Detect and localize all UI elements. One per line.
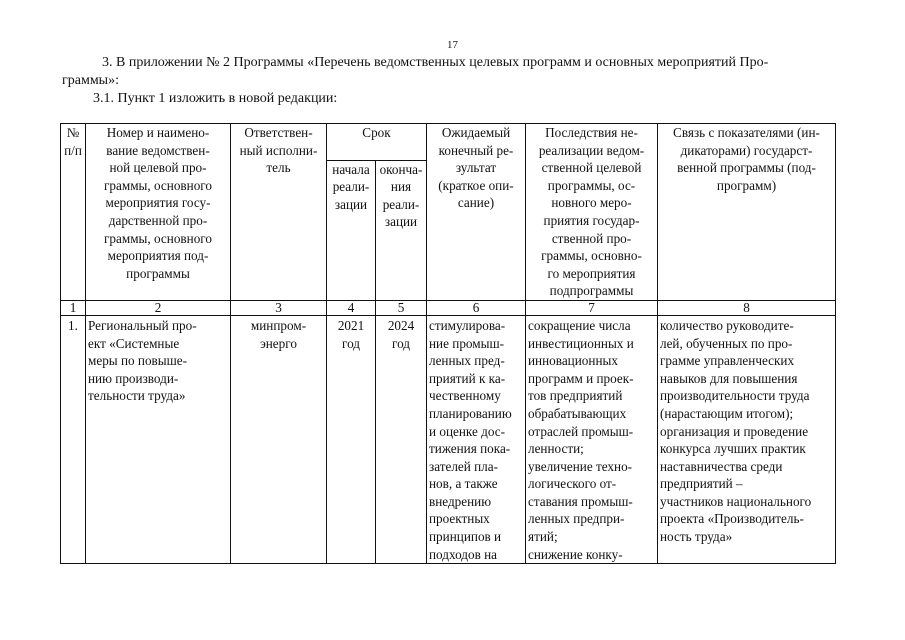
row-end <box>376 315 427 563</box>
cell-line: го мероприятия <box>547 265 636 281</box>
header-name <box>86 124 231 301</box>
cell-line: дикаторами) государст- <box>680 142 813 158</box>
cell-line: ние промыш- <box>429 335 505 351</box>
cell-line: проекта «Производитель- <box>660 511 804 527</box>
cell-line: предприятий – <box>660 476 743 492</box>
cell-line: чественному <box>429 388 501 404</box>
cell-line: начала <box>332 161 370 177</box>
cell-line: ной целевой про- <box>109 160 207 176</box>
cell-line: тов предприятий <box>528 388 623 404</box>
cell-line: ятий; <box>528 529 558 545</box>
cell-line: тель <box>266 160 291 176</box>
cell-line: принципов и <box>429 529 502 545</box>
column-number: 1 <box>61 300 86 315</box>
cell-line: реализации ведом- <box>538 142 645 158</box>
cell-line: стимулирова- <box>429 317 506 333</box>
cell-line: граммы, основно- <box>541 248 642 264</box>
cell-line: Последствия не- <box>545 125 638 140</box>
column-number: 6 <box>427 300 526 315</box>
cell-line: зателей пла- <box>429 458 499 474</box>
cell-line: реали- <box>382 196 420 212</box>
cell-line: год <box>341 335 360 351</box>
cell-line: № <box>66 125 80 140</box>
cell-line: тижения пока- <box>429 441 511 457</box>
cell-line: (краткое опи- <box>438 177 514 193</box>
cell-line: производительности труда <box>660 388 810 404</box>
cell-line: Связь с показателями (ин- <box>673 125 820 140</box>
cell-line: приятий к ка- <box>429 370 506 386</box>
cell-line: нов, а также <box>429 476 498 492</box>
cell-line: увеличение техно- <box>528 458 633 474</box>
table-row <box>61 315 836 563</box>
row-name <box>86 315 231 563</box>
cell-line: и оценке дос- <box>429 423 506 439</box>
cell-line: реали- <box>332 179 370 195</box>
cell-line: ственной про- <box>551 230 632 246</box>
header-executor <box>231 124 327 301</box>
cell-line: дарственной про- <box>108 212 208 228</box>
cell-line: год <box>391 335 410 351</box>
cell-line: программы <box>126 265 190 281</box>
cell-line: ленности; <box>528 441 584 457</box>
cell-line: мероприятия госу- <box>105 195 211 211</box>
cell-line: участников национального <box>660 493 812 509</box>
cell-line: ния <box>390 179 412 195</box>
cell-line: проектных <box>429 511 490 527</box>
column-numbers-row <box>61 300 836 315</box>
cell-line: Региональный про- <box>88 317 197 333</box>
cell-line: отраслей промыш- <box>528 423 634 439</box>
cell-line: Ответствен- <box>244 125 313 140</box>
programs-table <box>60 123 836 564</box>
cell-line: внедрению <box>429 493 492 509</box>
cell-line: вание ведомствен- <box>106 142 210 158</box>
column-number: 7 <box>526 300 658 315</box>
intro-paragraph-2: 3.1. Пункт 1 изложить в новой редакции: <box>93 91 338 106</box>
column-number: 4 <box>327 300 376 315</box>
cell-line: сокращение числа <box>528 317 631 333</box>
cell-line: снижение конку- <box>528 546 623 562</box>
cell-line: п/п <box>64 142 82 158</box>
cell-line: ность труда» <box>660 529 733 545</box>
header-consequences <box>526 124 658 301</box>
intro-paragraph-1-line-2: граммы»: <box>62 73 119 88</box>
cell-line: зультат <box>455 160 497 176</box>
header-term-start <box>327 160 376 300</box>
cell-line: подходов на <box>429 546 498 562</box>
cell-line: ект «Системные <box>88 335 180 351</box>
cell-line: конкурса лучших практик <box>660 441 806 457</box>
cell-line: программы, ос- <box>547 177 636 193</box>
column-number: 8 <box>658 300 836 315</box>
cell-line: логического от- <box>528 476 617 492</box>
row-indicators <box>658 315 836 563</box>
cell-line: граммы, основного <box>104 230 212 246</box>
cell-line: организация и проведение <box>660 423 809 439</box>
cell-line: граммы, основного <box>104 177 212 193</box>
header-term: Срок <box>327 124 427 161</box>
cell-line: лей, обученных по про- <box>660 335 793 351</box>
cell-line: 2024 <box>387 317 415 333</box>
cell-line: 2021 <box>337 317 365 333</box>
cell-line: тельности труда» <box>88 388 186 404</box>
cell-line: Номер и наимено- <box>106 125 210 140</box>
header-result <box>427 124 526 301</box>
row-executor <box>231 315 327 563</box>
header-indicators <box>658 124 836 301</box>
cell-line: оконча- <box>379 161 423 177</box>
cell-line: подпрограммы <box>549 283 634 299</box>
cell-line: Ожидаемый <box>441 125 511 140</box>
row-result <box>427 315 526 563</box>
cell-line: количество руководите- <box>660 317 794 333</box>
row-num: 1. <box>61 315 86 563</box>
cell-line: нию производи- <box>88 370 179 386</box>
row-consequences <box>526 315 658 563</box>
cell-line: ленных предпри- <box>528 511 625 527</box>
cell-line: программ и проек- <box>528 370 634 386</box>
cell-line: ственной целевой <box>541 160 642 176</box>
row-start <box>327 315 376 563</box>
intro-paragraph-1-line-1: 3. В приложении № 2 Программы «Перечень ведомственных целевых программ и основных мероприятий Про- <box>102 55 769 70</box>
table-header-row-1 <box>61 124 836 161</box>
cell-line: ный исполни- <box>239 142 318 158</box>
cell-line: венной программы (под- <box>677 160 816 176</box>
cell-line: меры по повыше- <box>88 353 188 369</box>
cell-line: (нарастающим итогом); <box>660 405 794 421</box>
column-number: 3 <box>231 300 327 315</box>
column-number: 5 <box>376 300 427 315</box>
cell-line: минпром- <box>250 317 307 333</box>
cell-line: мероприятия под- <box>107 248 209 264</box>
cell-line: навыков для повышения <box>660 370 798 386</box>
intro-text <box>62 54 862 108</box>
cell-line: ленных пред- <box>429 353 505 369</box>
cell-line: зации <box>334 196 368 212</box>
cell-line: планированию <box>429 405 512 421</box>
cell-line: зации <box>384 214 418 230</box>
header-num <box>61 124 86 301</box>
header-term-end <box>376 160 427 300</box>
page-number: 17 <box>447 39 458 51</box>
cell-line: новного меро- <box>551 195 632 211</box>
column-number: 2 <box>86 300 231 315</box>
cell-line: грамме управленческих <box>660 353 795 369</box>
cell-line: наставничества среди <box>660 458 783 474</box>
cell-line: инновационных <box>528 353 618 369</box>
cell-line: ставания промыш- <box>528 493 633 509</box>
cell-line: энерго <box>260 335 297 351</box>
cell-line: инвестиционных и <box>528 335 634 351</box>
cell-line: программ) <box>716 177 777 193</box>
cell-line: приятия государ- <box>543 212 640 228</box>
cell-line: конечный ре- <box>438 142 514 158</box>
cell-line: сание) <box>457 195 495 211</box>
cell-line: обрабатывающих <box>528 405 627 421</box>
